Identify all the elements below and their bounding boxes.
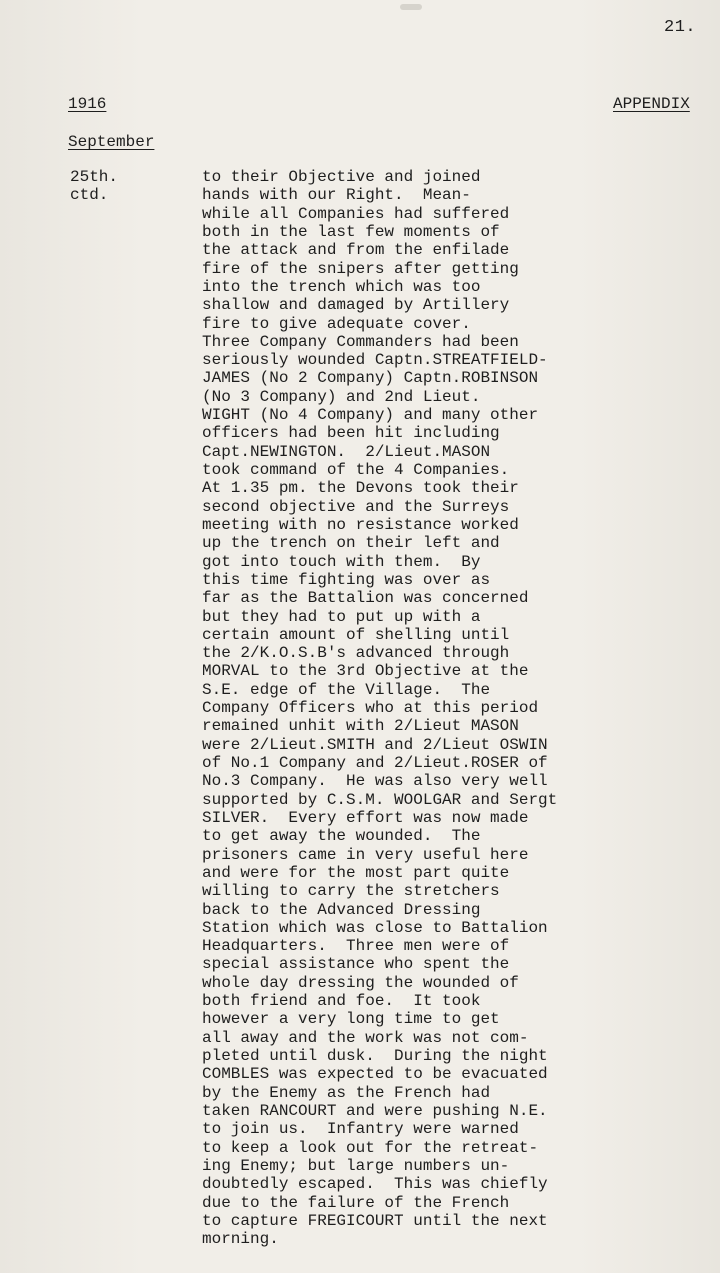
date-continued: ctd. bbox=[70, 186, 109, 205]
text-line: seriously wounded Captn.STREATFIELD- bbox=[202, 351, 548, 370]
text-line: however a very long time to get bbox=[202, 1010, 500, 1029]
text-line: and were for the most part quite bbox=[202, 863, 510, 882]
text-line: to capture FREGICOURT until the next bbox=[202, 1211, 548, 1230]
text-line: by the Enemy as the French had bbox=[202, 1083, 491, 1102]
text-line: WIGHT (No 4 Company) and many other bbox=[202, 406, 539, 425]
text-line: officers had been hit including bbox=[202, 424, 500, 443]
text-line: to their Objective and joined bbox=[202, 168, 481, 186]
diary-entry-text bbox=[202, 168, 612, 1248]
text-line: ing Enemy; but large numbers un- bbox=[202, 1156, 510, 1175]
text-line: hands with our Right. Mean- bbox=[202, 186, 471, 205]
text-line: (No 3 Company) and 2nd Lieut. bbox=[202, 387, 481, 406]
text-line: supported by C.S.M. WOOLGAR and Sergt bbox=[202, 790, 558, 809]
date-day: 25th. bbox=[70, 168, 119, 186]
text-line: certain amount of shelling until bbox=[202, 625, 510, 644]
text-line: to join us. Infantry were warned bbox=[202, 1120, 519, 1139]
text-line: whole day dressing the wounded of bbox=[202, 973, 519, 992]
text-line: were 2/Lieut.SMITH and 2/Lieut OSWIN bbox=[202, 735, 548, 754]
text-line: while all Companies had suffered bbox=[202, 204, 510, 223]
text-line: the 2/K.O.S.B's advanced through bbox=[202, 644, 510, 663]
text-line: Three Company Commanders had been bbox=[202, 332, 519, 351]
text-line: all away and the work was not com- bbox=[202, 1028, 529, 1047]
page-number: 21. bbox=[664, 18, 697, 37]
text-line: No.3 Company. He was also very well bbox=[202, 772, 548, 791]
text-line: JAMES (No 2 Company) Captn.ROBINSON bbox=[202, 369, 539, 388]
text-line: prisoners came in very useful here bbox=[202, 845, 529, 864]
year-heading: 1916 bbox=[68, 95, 107, 113]
text-line: due to the failure of the French bbox=[202, 1193, 510, 1212]
text-line: Station which was close to Battalion bbox=[202, 918, 548, 937]
text-line: to get away the wounded. The bbox=[202, 827, 481, 846]
text-line: remained unhit with 2/Lieut MASON bbox=[202, 717, 519, 736]
text-line: fire of the snipers after getting bbox=[202, 259, 519, 278]
text-line: both friend and foe. It took bbox=[202, 992, 481, 1011]
text-line: willing to carry the stretchers bbox=[202, 882, 500, 901]
text-line: Capt.NEWINGTON. 2/Lieut.MASON bbox=[202, 442, 491, 461]
text-line: morning. bbox=[202, 1230, 279, 1249]
text-line: COMBLES was expected to be evacuated bbox=[202, 1065, 548, 1084]
text-line: special assistance who spent the bbox=[202, 955, 510, 974]
text-line: took command of the 4 Companies. bbox=[202, 461, 510, 479]
text-line: far as the Battalion was concerned bbox=[202, 589, 529, 608]
text-line: pleted until dusk. During the night bbox=[202, 1047, 548, 1065]
text-line: into the trench which was too bbox=[202, 277, 481, 296]
text-line: meeting with no resistance worked bbox=[202, 515, 519, 534]
appendix-heading: APPENDIX bbox=[613, 95, 690, 113]
text-line: Headquarters. Three men were of bbox=[202, 937, 510, 956]
date-column bbox=[70, 168, 118, 205]
text-line: to keep a look out for the retreat- bbox=[202, 1138, 539, 1157]
paper-mark bbox=[400, 4, 422, 10]
month-heading: September bbox=[68, 133, 155, 151]
text-line: but they had to put up with a bbox=[202, 607, 481, 626]
text-line: doubtedly escaped. This was chiefly bbox=[202, 1175, 548, 1194]
text-line: of No.1 Company and 2/Lieut.ROSER of bbox=[202, 754, 548, 772]
text-line: S.E. edge of the Village. The bbox=[202, 680, 491, 699]
text-line: up the trench on their left and bbox=[202, 534, 500, 553]
text-line: taken RANCOURT and were pushing N.E. bbox=[202, 1101, 548, 1120]
text-line: got into touch with them. By bbox=[202, 552, 481, 571]
text-line: shallow and damaged by Artillery bbox=[202, 296, 510, 315]
text-line: back to the Advanced Dressing bbox=[202, 900, 481, 919]
text-line: Company Officers who at this period bbox=[202, 699, 539, 718]
text-line: SILVER. Every effort was now made bbox=[202, 808, 529, 827]
text-line: second objective and the Surreys bbox=[202, 497, 510, 516]
text-line: MORVAL to the 3rd Objective at the bbox=[202, 662, 529, 681]
text-line: fire to give adequate cover. bbox=[202, 314, 471, 333]
text-line: the attack and from the enfilade bbox=[202, 241, 510, 260]
text-line: this time fighting was over as bbox=[202, 570, 491, 589]
text-line: both in the last few moments of bbox=[202, 222, 500, 241]
text-line: At 1.35 pm. the Devons took their bbox=[202, 479, 519, 498]
